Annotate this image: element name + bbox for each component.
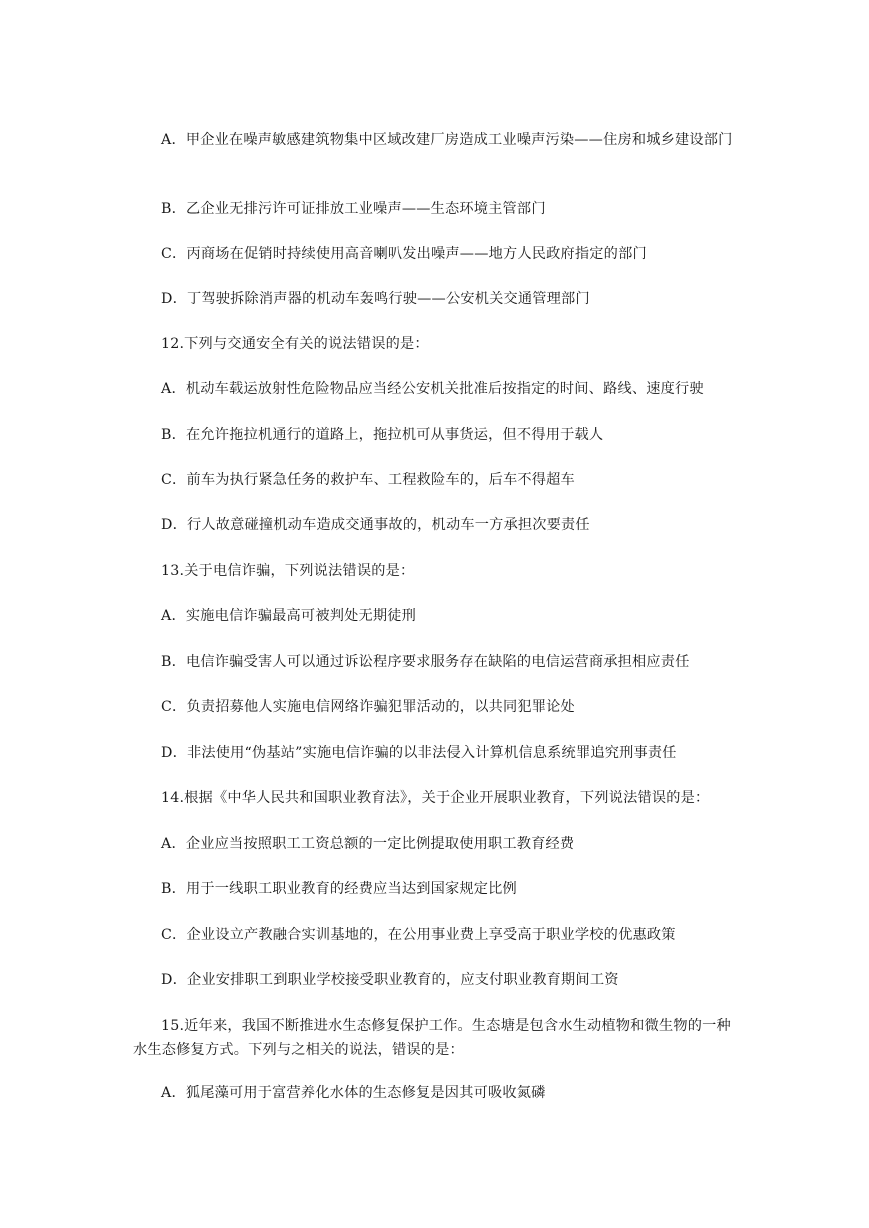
question-12: 12.下列与交通安全有关的说法错误的是：: [161, 336, 429, 352]
option-a-q15: A．狐尾藻可用于富营养化水体的生态修复是因其可吸收氮磷: [161, 1085, 546, 1101]
question-14: 14.根据《中华人民共和国职业教育法》，关于企业开展职业教育，下列说法错误的是：: [161, 790, 710, 806]
option-b-q13: B．电信诈骗受害人可以通过诉讼程序要求服务存在缺陷的电信运营商承担相应责任: [161, 654, 690, 670]
option-c-q14: C．企业设立产教融合实训基地的，在公用事业费上享受高于职业学校的优惠政策: [161, 927, 676, 943]
option-b-q14: B．用于一线职工职业教育的经费应当达到国家规定比例: [161, 881, 517, 897]
option-d-q13: D．非法使用“伪基站”实施电信诈骗的以非法侵入计算机信息系统罪追究刑事责任: [161, 745, 677, 761]
option-c-q12: C．前车为执行紧急任务的救护车、工程救险车的，后车不得超车: [161, 472, 575, 488]
option-a-q13: A．实施电信诈骗最高可被判处无期徒刑: [161, 608, 417, 624]
option-b-q11: B．乙企业无排污许可证排放工业噪声——生态环境主管部门: [161, 201, 546, 217]
question-15: 15.近年来，我国不断推进水生态修复保护工作。生态塘是包含水生动植物和微生物的一种水生态修复方式。下列与之相关的说法，错误的是：: [133, 1018, 731, 1058]
option-a-q12: A．机动车载运放射性危险物品应当经公安机关批准后按指定的时间、路线、速度行驶: [161, 381, 704, 397]
option-a-q11: A．甲企业在噪声敏感建筑物集中区域改建厂房造成工业噪声污染——住房和城乡建设部门: [161, 132, 733, 148]
option-c-q13: C．负责招募他人实施电信网络诈骗犯罪活动的，以共同犯罪论处: [161, 699, 575, 715]
option-b-q12: B．在允许拖拉机通行的道路上，拖拉机可从事货运，但不得用于载人: [161, 427, 604, 443]
question-13: 13.关于电信诈骗，下列说法错误的是：: [161, 563, 415, 579]
option-a-q14: A．企业应当按照职工工资总额的一定比例提取使用职工教育经费: [161, 836, 575, 852]
option-d-q12: D．行人故意碰撞机动车造成交通事故的，机动车一方承担次要责任: [161, 517, 590, 533]
option-d-q14: D．企业安排职工到职业学校接受职业教育的，应支付职业教育期间工资: [161, 972, 619, 988]
option-d-q11: D．丁驾驶拆除消声器的机动车轰鸣行驶——公安机关交通管理部门: [161, 291, 590, 307]
option-c-q11: C．丙商场在促销时持续使用高音喇叭发出噪声——地方人民政府指定的部门: [161, 246, 647, 262]
